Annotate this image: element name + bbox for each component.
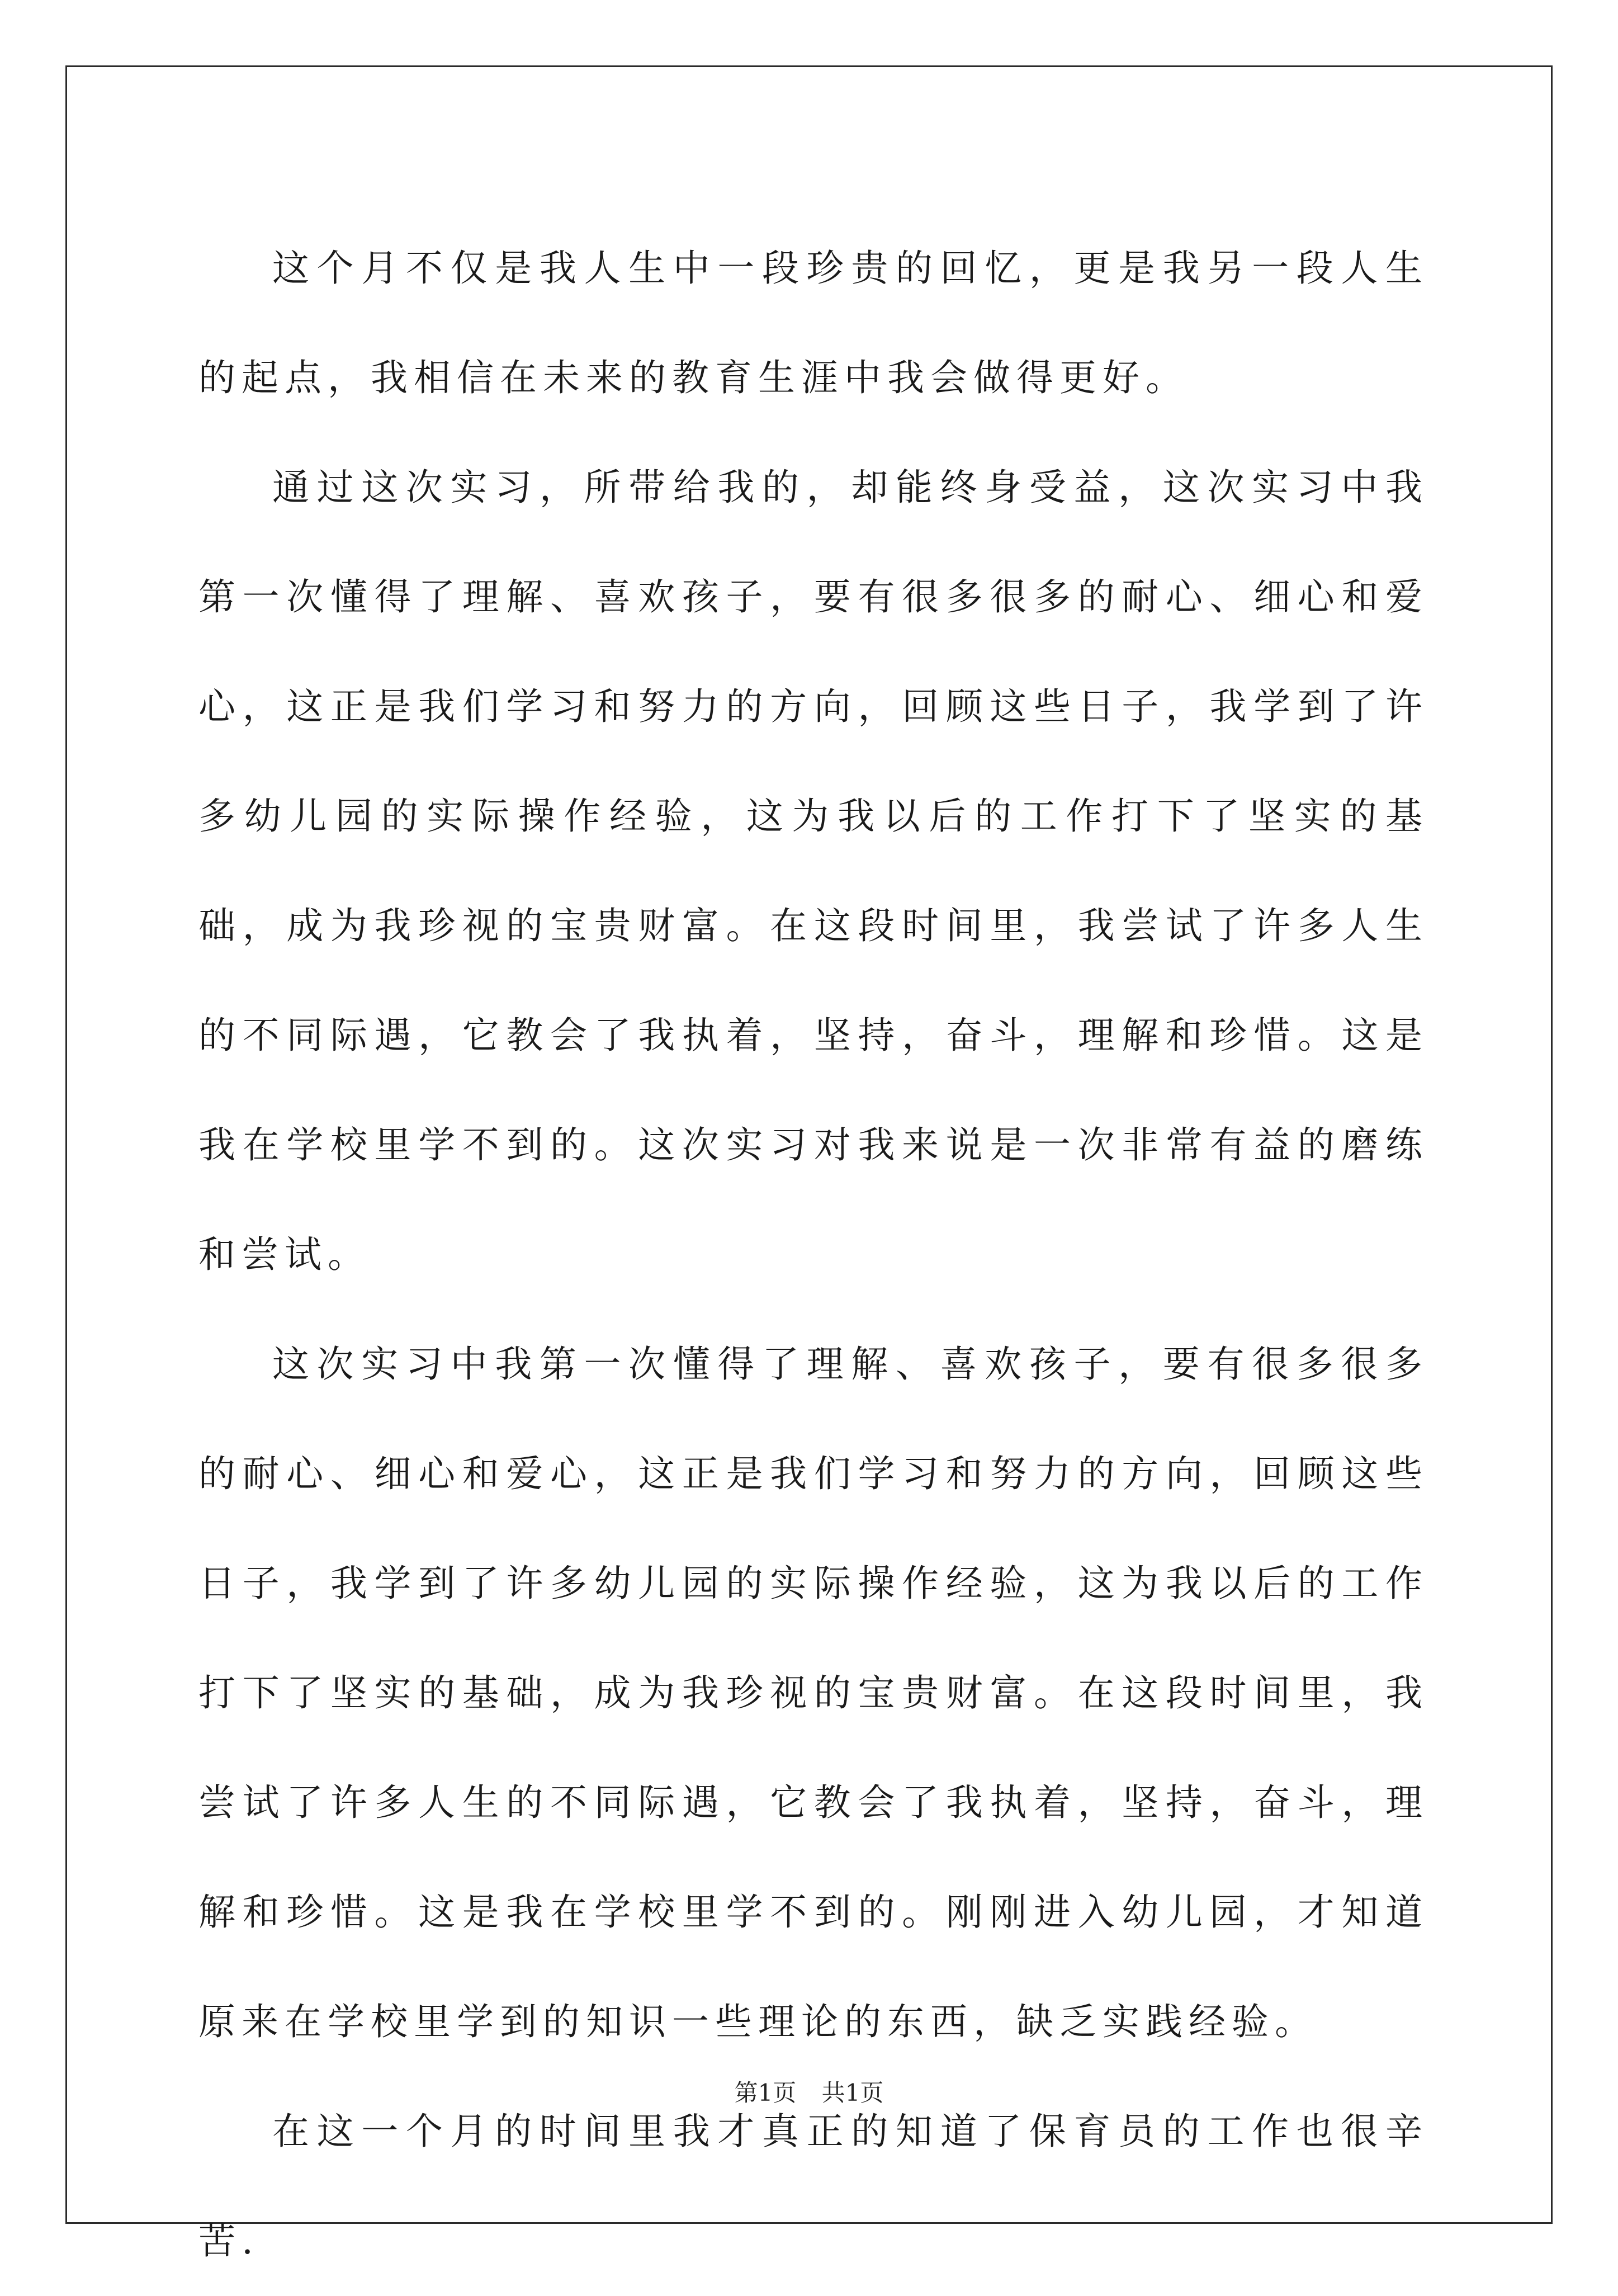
page-total: 共1页 [821,2079,884,2106]
document-body [198,214,1428,2296]
paragraph-3: 这次实习中我第一次懂得了理解、喜欢孩子，要有很多很多的耐心、细心和爱心，这正是我们学习和努力的方向，回顾这些日子，我学到了许多幼儿园的实际操作经验，这为我以后的工作打下了坚实的基础，成为我珍视的宝贵财富。在这段时间里，我尝试了许多人生的不同际遇，它教会了我执着，坚持，奋斗，理解和珍惜。这是我在学校里学不到的。刚刚进入幼儿园，才知道原来在学校里学到的知识一些理论的东西，缺乏实践经验。 [198,1343,1428,2043]
paragraph-4: 在这一个月的时间里我才真正的知道了保育员的工作也很辛苦. [198,2110,1428,2262]
page-footer [0,2075,1618,2108]
paragraph-2: 通过这次实习，所带给我的，却能终身受益，这次实习中我第一次懂得了理解、喜欢孩子，要有很多很多的耐心、细心和爱心，这正是我们学习和努力的方向，回顾这些日子，我学到了许多幼儿园的实际操作经验，这为我以后的工作打下了坚实的基础，成为我珍视的宝贵财富。在这段时间里，我尝试了许多人生的不同际遇，它教会了我执着，坚持，奋斗，理解和珍惜。这是我在学校里学不到的。这次实习对我来说是一次非常有益的磨练和尝试。 [198,466,1428,1276]
page-number: 第1页 [734,2079,797,2106]
paragraph-1: 这个月不仅是我人生中一段珍贵的回忆，更是我另一段人生的起点，我相信在未来的教育生涯中我会做得更好。 [198,247,1428,399]
